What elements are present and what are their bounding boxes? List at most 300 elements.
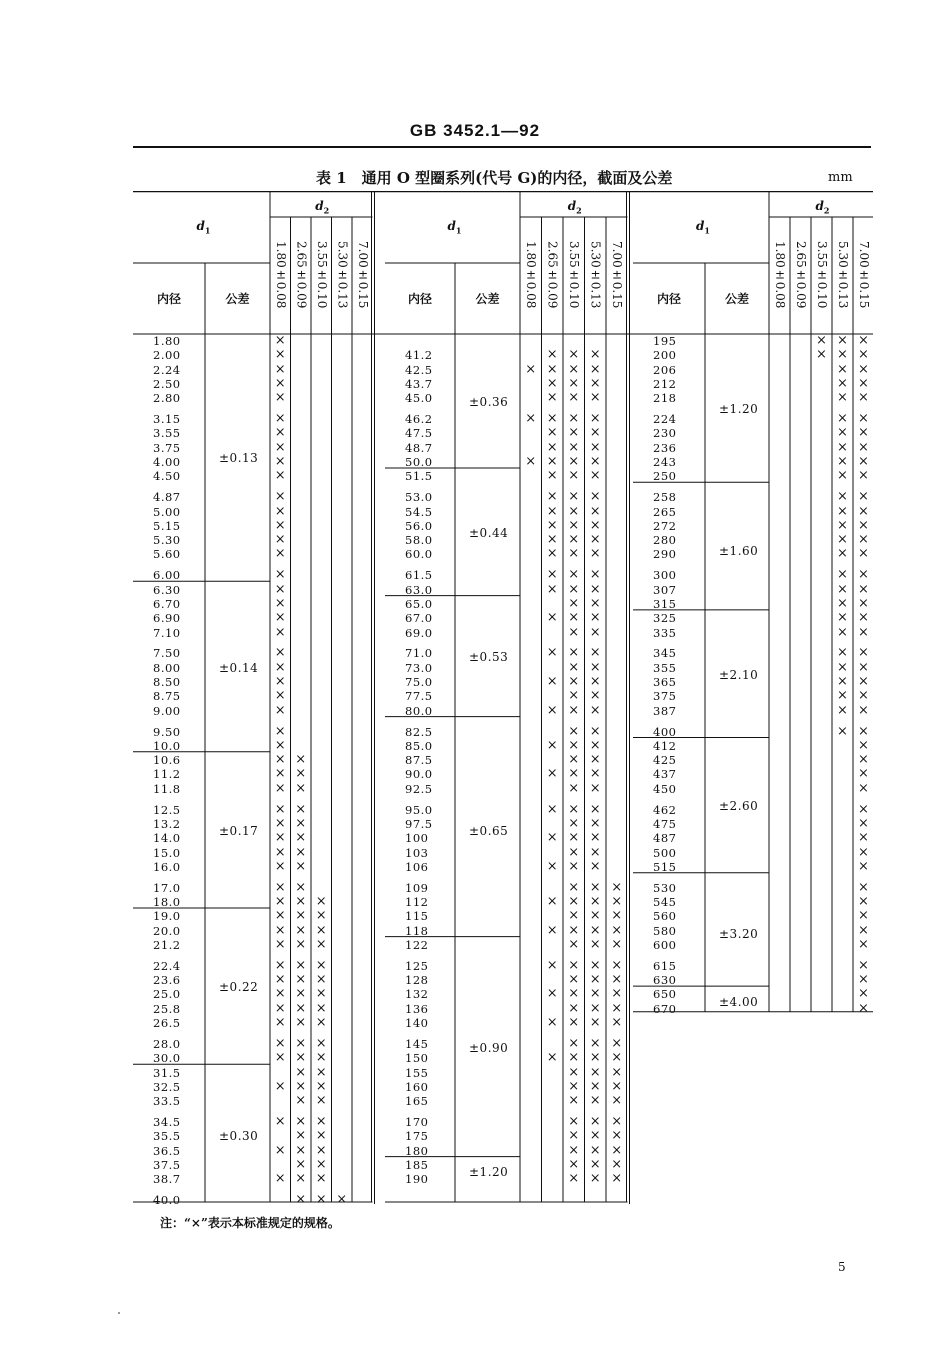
spec-mark: ×: [858, 844, 869, 860]
inner-diameter-cell: 5.00: [153, 504, 181, 519]
section-header-2-4: 5.30±0.13: [588, 241, 603, 309]
spec-mark: ×: [274, 1142, 286, 1158]
inner-diameter-cell: 218: [653, 391, 677, 406]
spec-mark: ×: [568, 468, 580, 484]
spec-mark: ×: [274, 1050, 286, 1066]
spec-mark: ×: [568, 815, 580, 831]
inner-diameter-cell: 600: [653, 937, 677, 952]
inner-diameter-cell: 670: [653, 1001, 677, 1016]
spec-mark: ×: [568, 1142, 580, 1158]
spec-mark: ×: [295, 858, 307, 874]
spec-mark: ×: [858, 454, 869, 469]
d2-subscript: 2: [823, 205, 830, 216]
spec-mark: ×: [568, 1171, 580, 1187]
spec-mark: ×: [568, 454, 580, 469]
spec-mark: ×: [315, 894, 327, 909]
spec-mark: ×: [274, 752, 286, 768]
inner-diameter-cell: 100: [405, 831, 429, 846]
spec-mark: ×: [274, 688, 286, 704]
spec-mark: ×: [589, 624, 601, 640]
inner-diameter-cell: 12.5: [153, 802, 181, 817]
inner-diameter-cell: 437: [653, 767, 677, 782]
spec-mark: ×: [274, 333, 286, 348]
spec-mark: ×: [858, 610, 869, 626]
spec-mark: ×: [546, 468, 558, 484]
spec-mark: ×: [589, 957, 601, 973]
inner-diameter-cell: 7.10: [153, 625, 181, 640]
spec-mark: ×: [295, 894, 307, 909]
spec-mark: ×: [589, 503, 601, 519]
spec-mark: ×: [274, 858, 286, 874]
tolerance-cell: ±0.17: [219, 824, 259, 839]
inner-diameter-cell: 615: [653, 958, 677, 973]
spec-mark: ×: [274, 936, 286, 952]
inner-diameter-cell: 14.0: [153, 831, 181, 846]
inner-diameter-cell: 47.5: [405, 426, 433, 441]
spec-mark: ×: [858, 702, 869, 718]
inner-diameter-cell: 7.50: [153, 646, 181, 661]
spec-mark: ×: [858, 503, 869, 519]
inner-diameter-cell: 8.50: [153, 675, 181, 689]
spec-mark: ×: [589, 425, 601, 441]
spec-mark: ×: [295, 1156, 307, 1172]
inner-diameter-cell: 25.0: [153, 987, 181, 1002]
spec-mark: ×: [858, 957, 869, 973]
inner-diameter-cell: 16.0: [153, 859, 181, 874]
d2-subscript: 2: [323, 205, 330, 216]
spec-mark: ×: [546, 375, 558, 391]
spec-mark: ×: [589, 844, 601, 860]
d2-symbol: d: [815, 199, 824, 213]
spec-mark: ×: [315, 922, 327, 938]
spec-mark: ×: [858, 659, 869, 675]
inner-diameter-cell: 18.0: [153, 895, 181, 909]
spec-mark: ×: [568, 723, 580, 739]
spec-mark: ×: [858, 595, 869, 611]
inner-diameter-cell: 258: [653, 490, 677, 505]
inner-diameter-cell: 67.0: [405, 611, 433, 626]
inner-diameter-header-1: 内径: [157, 292, 182, 306]
tolerance-cell: ±0.44: [469, 525, 509, 540]
inner-diameter-cell: 335: [653, 625, 677, 640]
inner-diameter-cell: 140: [405, 1016, 429, 1030]
spec-mark: ×: [837, 567, 848, 583]
spec-mark: ×: [295, 766, 307, 782]
tolerance-cell: ±0.13: [219, 451, 259, 466]
spec-mark: ×: [568, 936, 580, 952]
inner-diameter-cell: 51.5: [405, 469, 433, 484]
spec-mark: ×: [568, 546, 580, 562]
tolerance-header-2: 公差: [475, 292, 500, 306]
spec-mark: ×: [568, 439, 580, 455]
spec-mark: ×: [295, 1114, 307, 1129]
spec-mark: ×: [589, 361, 601, 377]
inner-diameter-cell: 48.7: [405, 440, 433, 455]
spec-mark: ×: [858, 815, 869, 831]
tolerance-cell: ±2.10: [719, 667, 759, 682]
spec-mark: ×: [546, 546, 558, 562]
tolerance-cell: ±1.60: [719, 543, 759, 558]
spec-mark: ×: [589, 1050, 601, 1066]
spec-mark: ×: [858, 581, 869, 597]
inner-diameter-cell: 145: [405, 1036, 429, 1051]
spec-mark: ×: [525, 361, 537, 377]
spec-mark: ×: [546, 390, 558, 406]
inner-diameter-cell: 9.50: [153, 724, 181, 739]
spec-mark: ×: [837, 390, 848, 406]
inner-diameter-cell: 69.0: [405, 625, 433, 640]
spec-mark: ×: [837, 517, 848, 533]
spec-mark: ×: [274, 737, 286, 753]
spec-mark: ×: [611, 894, 623, 909]
spec-mark: ×: [589, 1015, 601, 1030]
inner-diameter-cell: 34.5: [153, 1115, 181, 1129]
spec-mark: ×: [858, 986, 869, 1002]
spec-mark: ×: [858, 347, 869, 363]
spec-mark: ×: [837, 411, 848, 427]
spec-mark: ×: [858, 546, 869, 562]
spec-mark: ×: [295, 1078, 307, 1094]
spec-mark: ×: [837, 610, 848, 626]
spec-mark: ×: [295, 972, 307, 988]
tolerance-cell: ±1.20: [469, 1165, 509, 1180]
inner-diameter-cell: 387: [653, 703, 677, 718]
spec-mark: ×: [837, 425, 848, 441]
spec-mark: ×: [837, 361, 848, 377]
spec-mark: ×: [589, 659, 601, 675]
spec-mark: ×: [568, 1156, 580, 1172]
spec-mark: ×: [589, 439, 601, 455]
inner-diameter-cell: 60.0: [405, 547, 433, 562]
inner-diameter-cell: 56.0: [405, 518, 433, 533]
spec-mark: ×: [546, 766, 558, 782]
spec-mark: ×: [837, 595, 848, 611]
spec-mark: ×: [589, 702, 601, 718]
inner-diameter-cell: 90.0: [405, 767, 433, 782]
spec-mark: ×: [858, 425, 869, 441]
spec-mark: ×: [568, 1078, 580, 1094]
spec-mark: ×: [858, 532, 869, 548]
spec-mark: ×: [589, 454, 601, 469]
spec-mark: ×: [274, 347, 286, 363]
inner-diameter-cell: 6.70: [153, 596, 181, 611]
inner-diameter-cell: 38.7: [153, 1172, 181, 1187]
inner-diameter-cell: 243: [653, 455, 677, 469]
spec-mark: ×: [611, 1142, 623, 1158]
inner-diameter-cell: 200: [653, 348, 677, 363]
spec-mark: ×: [546, 610, 558, 626]
spec-mark: ×: [274, 645, 286, 661]
inner-diameter-cell: 630: [653, 973, 677, 988]
spec-mark: ×: [858, 752, 869, 768]
spec-mark: ×: [837, 375, 848, 391]
inner-diameter-cell: 109: [405, 880, 429, 895]
inner-diameter-cell: 82.5: [405, 724, 433, 739]
spec-mark: ×: [274, 361, 286, 377]
d1-subscript: 1: [204, 225, 211, 236]
inner-diameter-cell: 315: [653, 596, 677, 611]
spec-mark: ×: [858, 390, 869, 406]
tolerance-cell: ±1.20: [719, 401, 759, 416]
spec-mark: ×: [589, 894, 601, 909]
spec-mark: ×: [274, 766, 286, 782]
inner-diameter-cell: 1.80: [153, 334, 181, 348]
table-unit: mm: [828, 170, 853, 185]
spec-mark: ×: [589, 411, 601, 427]
inner-diameter-cell: 355: [653, 660, 677, 675]
spec-mark: ×: [274, 830, 286, 846]
inner-diameter-cell: 37.5: [153, 1157, 181, 1172]
spec-mark: ×: [274, 425, 286, 441]
spec-mark: ×: [546, 957, 558, 973]
spec-mark: ×: [568, 659, 580, 675]
inner-diameter-cell: 53.0: [405, 490, 433, 505]
spec-mark: ×: [589, 723, 601, 739]
inner-diameter-cell: 170: [405, 1115, 429, 1129]
spec-mark: ×: [837, 439, 848, 455]
inner-diameter-cell: 43.7: [405, 376, 433, 391]
inner-diameter-cell: 195: [653, 334, 677, 348]
spec-mark: ×: [274, 503, 286, 519]
inner-diameter-cell: 425: [653, 753, 677, 768]
inner-diameter-cell: 25.8: [153, 1001, 181, 1016]
spec-mark: ×: [611, 972, 623, 988]
d1-subscript: 1: [704, 225, 710, 236]
spec-mark: ×: [546, 347, 558, 363]
inner-diameter-cell: 65.0: [405, 596, 433, 611]
inner-diameter-cell: 13.2: [153, 816, 181, 831]
inner-diameter-cell: 4.00: [153, 455, 181, 469]
inner-diameter-cell: 41.2: [405, 348, 433, 363]
inner-diameter-cell: 58.0: [405, 533, 433, 548]
spec-mark: ×: [274, 659, 286, 675]
spec-mark: ×: [568, 908, 580, 924]
spec-mark: ×: [858, 830, 869, 846]
spec-mark: ×: [546, 1050, 558, 1066]
spec-mark: ×: [546, 411, 558, 427]
spec-mark: ×: [546, 645, 558, 661]
spec-mark: ×: [568, 780, 580, 796]
inner-diameter-cell: 31.5: [153, 1065, 181, 1080]
spec-mark: ×: [315, 1000, 327, 1016]
d2-header-2: [568, 199, 582, 215]
spec-mark: ×: [858, 936, 869, 952]
inner-diameter-cell: 11.8: [153, 781, 181, 796]
inner-diameter-cell: 475: [653, 816, 677, 831]
inner-diameter-cell: 5.30: [153, 533, 181, 548]
inner-diameter-cell: 61.5: [405, 568, 433, 583]
spec-mark: ×: [589, 468, 601, 484]
spec-mark: ×: [837, 454, 848, 469]
inner-diameter-cell: 450: [653, 781, 677, 796]
spec-mark: ×: [315, 986, 327, 1002]
inner-diameter-cell: 307: [653, 582, 677, 597]
spec-mark: ×: [568, 879, 580, 895]
spec-mark: ×: [858, 801, 869, 817]
spec-mark: ×: [816, 333, 827, 348]
spec-mark: ×: [315, 1078, 327, 1094]
tolerance-cell: ±0.30: [219, 1129, 259, 1144]
spec-mark: ×: [274, 702, 286, 718]
spec-mark: ×: [837, 624, 848, 640]
inner-diameter-cell: 487: [653, 831, 677, 846]
inner-diameter-header-2: 内径: [408, 292, 433, 306]
inner-diameter-cell: 545: [653, 895, 677, 909]
section-header-1-2: 2.65±0.09: [294, 241, 309, 309]
spec-mark: ×: [568, 581, 580, 597]
spec-mark: ×: [589, 801, 601, 817]
spec-mark: ×: [274, 532, 286, 548]
tolerance-cell: ±0.22: [219, 980, 259, 995]
spec-mark: ×: [295, 780, 307, 796]
spec-mark: ×: [589, 879, 601, 895]
spec-mark: ×: [568, 361, 580, 377]
spec-mark: ×: [568, 567, 580, 583]
spec-mark: ×: [546, 489, 558, 505]
inner-diameter-cell: 63.0: [405, 582, 433, 597]
spec-mark: ×: [315, 908, 327, 924]
spec-mark: ×: [568, 844, 580, 860]
spec-mark: ×: [274, 454, 286, 469]
spec-mark: ×: [295, 908, 307, 924]
spec-mark: ×: [589, 986, 601, 1002]
inner-diameter-cell: 132: [405, 987, 429, 1002]
inner-diameter-cell: 35.5: [153, 1129, 181, 1144]
inner-diameter-cell: 2.50: [153, 376, 181, 391]
inner-diameter-cell: 54.5: [405, 504, 433, 519]
spec-mark: ×: [568, 595, 580, 611]
spec-mark: ×: [837, 489, 848, 505]
spec-mark: ×: [837, 688, 848, 704]
spec-mark: ×: [274, 894, 286, 909]
spec-mark: ×: [315, 1156, 327, 1172]
inner-diameter-cell: 77.5: [405, 689, 433, 704]
spec-mark: ×: [546, 581, 558, 597]
spec-mark: ×: [546, 1015, 558, 1030]
spec-mark: ×: [274, 815, 286, 831]
spec-mark: ×: [568, 752, 580, 768]
o-ring-size-table: [133, 191, 873, 1208]
spec-mark: ×: [568, 347, 580, 363]
tolerance-cell: ±2.60: [719, 799, 759, 814]
spec-mark: ×: [837, 503, 848, 519]
spec-mark: ×: [589, 1035, 601, 1051]
inner-diameter-cell: 106: [405, 859, 429, 874]
inner-diameter-cell: 175: [405, 1129, 429, 1144]
spec-mark: ×: [837, 659, 848, 675]
inner-diameter-cell: 33.5: [153, 1094, 181, 1109]
spec-mark: ×: [589, 567, 601, 583]
spec-mark: ×: [295, 922, 307, 938]
inner-diameter-cell: 206: [653, 362, 677, 377]
spec-mark: ×: [274, 879, 286, 895]
spec-mark: ×: [568, 489, 580, 505]
spec-mark: ×: [589, 517, 601, 533]
inner-diameter-cell: 97.5: [405, 816, 433, 831]
spec-mark: ×: [837, 702, 848, 718]
section-header-3-4: 5.30±0.13: [836, 241, 850, 309]
spec-mark: ×: [568, 624, 580, 640]
spec-mark: ×: [611, 879, 623, 895]
inner-diameter-cell: 30.0: [153, 1051, 181, 1066]
spec-mark: ×: [858, 688, 869, 704]
inner-diameter-cell: 4.87: [153, 490, 181, 505]
inner-diameter-cell: 42.5: [405, 362, 433, 377]
spec-mark: ×: [525, 411, 537, 427]
spec-mark: ×: [546, 737, 558, 753]
inner-diameter-cell: 3.15: [153, 412, 181, 427]
tolerance-cell: ±0.53: [469, 650, 509, 665]
spec-mark: ×: [858, 517, 869, 533]
spec-mark: ×: [611, 1156, 623, 1172]
spec-mark: ×: [858, 489, 869, 505]
spec-mark: ×: [295, 1171, 307, 1187]
d2-header-3: [816, 199, 830, 215]
inner-diameter-cell: 20.0: [153, 923, 181, 938]
spec-mark: ×: [274, 546, 286, 562]
spec-mark: ×: [589, 1093, 601, 1109]
spec-mark: ×: [568, 674, 580, 689]
inner-diameter-cell: 272: [653, 518, 677, 533]
spec-mark: ×: [295, 879, 307, 895]
spec-mark: ×: [274, 390, 286, 406]
spec-mark: ×: [858, 439, 869, 455]
spec-mark: ×: [837, 468, 848, 484]
inner-diameter-cell: 118: [405, 923, 429, 938]
inner-diameter-cell: 6.00: [153, 568, 181, 583]
inner-diameter-cell: 236: [653, 440, 677, 455]
d2-symbol: d: [315, 199, 324, 213]
spec-mark: ×: [568, 688, 580, 704]
d1-header-3: [696, 219, 710, 235]
spec-mark: ×: [568, 894, 580, 909]
spec-mark: ×: [611, 1078, 623, 1094]
spec-mark: ×: [568, 830, 580, 846]
spec-mark: ×: [315, 1128, 327, 1144]
spec-mark: ×: [858, 737, 869, 753]
inner-diameter-cell: 80.0: [405, 703, 433, 718]
inner-diameter-cell: 87.5: [405, 753, 433, 768]
spec-mark: ×: [589, 489, 601, 505]
tolerance-cell: ±4.00: [719, 994, 759, 1009]
spec-mark: ×: [315, 1064, 327, 1080]
spec-mark: ×: [568, 801, 580, 817]
spec-mark: ×: [568, 858, 580, 874]
spec-mark: ×: [589, 830, 601, 846]
spec-mark: ×: [546, 922, 558, 938]
inner-diameter-cell: 6.30: [153, 582, 181, 597]
page-number: 5: [838, 1260, 846, 1274]
inner-diameter-cell: 15.0: [153, 845, 181, 860]
spec-mark: ×: [546, 439, 558, 455]
section-header-1-1: 1.80±0.08: [274, 241, 288, 309]
spec-mark: ×: [858, 780, 869, 796]
inner-diameter-cell: 2.80: [153, 391, 181, 406]
d1-symbol: d: [696, 219, 705, 233]
inner-diameter-cell: 10.6: [153, 753, 181, 768]
spec-mark: ×: [568, 986, 580, 1002]
inner-diameter-cell: 325: [653, 611, 677, 626]
spec-mark: ×: [837, 333, 848, 348]
spec-mark: ×: [858, 645, 869, 661]
d1-symbol: d: [447, 219, 456, 233]
tolerance-cell: ±0.65: [469, 824, 509, 839]
inner-diameter-cell: 9.00: [153, 703, 181, 718]
spec-mark: ×: [611, 1015, 623, 1030]
spec-mark: ×: [274, 1015, 286, 1030]
inner-diameter-cell: 250: [653, 469, 677, 484]
spec-mark: ×: [611, 922, 623, 938]
